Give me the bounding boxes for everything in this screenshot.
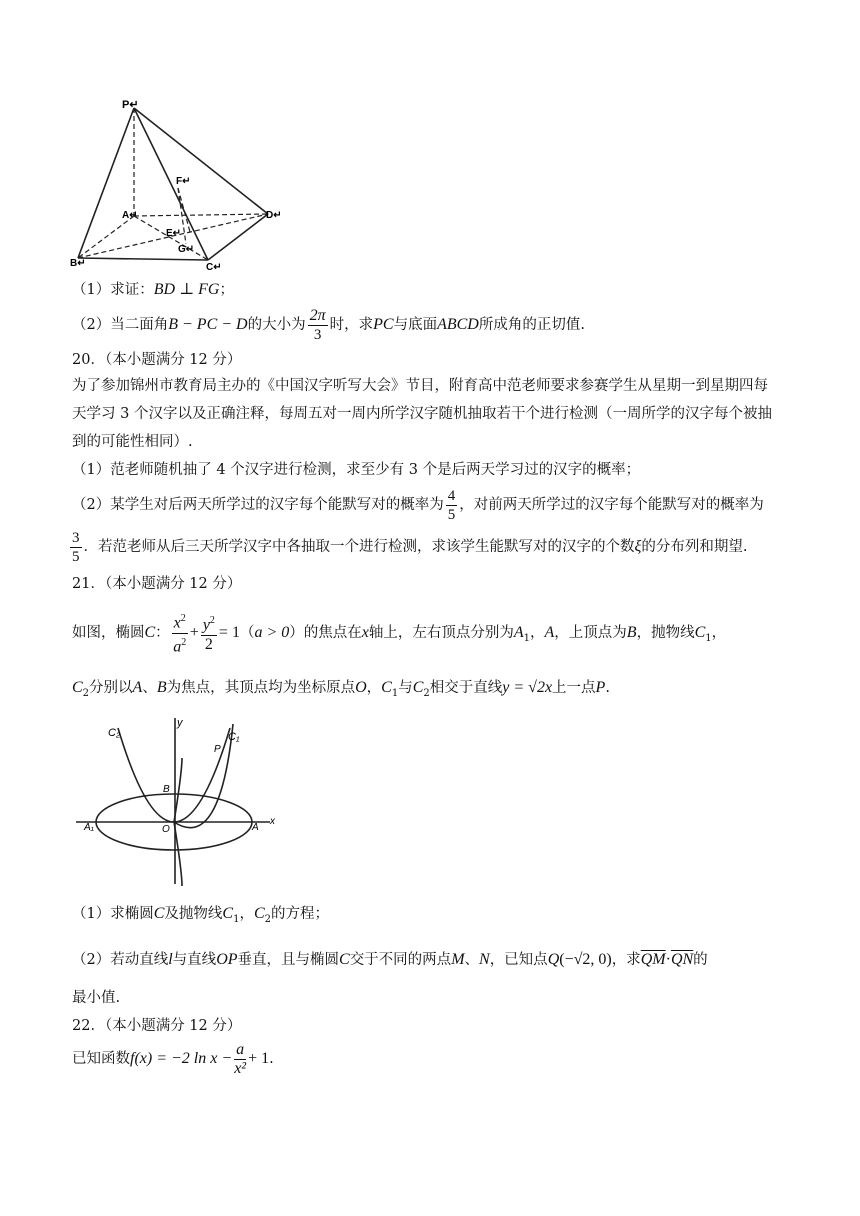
q20-line3: 到的可能性相同）.: [72, 434, 193, 450]
q22-line1: 已知函数f(x) = −2 ln x − $\frac{a}{\text{x²}}$ + 1.: [72, 1040, 274, 1077]
label-C2: C₂: [108, 727, 121, 739]
q20-part2-cont: $\frac{3}{5}$ ．若范老师从后三天所学汉字中各抽取一个进行检测，求该学生能默写对的汉字的个数ξ的分布列和期望.: [72, 529, 748, 565]
q21-line1: 如图，椭圆C： $\frac{x^2}{a^2}$ + $\frac{y^2}{2}$ = 1（a > 0）的焦点在x轴上，左右顶点分别为$A_1$，A，上顶点为B，抛物线$C_1$，: [72, 610, 726, 656]
label-y: y: [177, 717, 183, 729]
label-G: G↵: [178, 244, 195, 255]
label-D: D↵: [266, 210, 282, 221]
label-A1: A₁: [84, 822, 94, 833]
label-E: E↵: [166, 228, 182, 239]
q22-heading: 22．（本小题满分 12 分）: [72, 1018, 242, 1034]
ellipse-parabola-figure: [70, 712, 280, 886]
label-x: x: [270, 816, 275, 827]
q21-part2-cont: 最小值.: [72, 990, 121, 1006]
label-P: P: [214, 744, 221, 755]
label-C1: C₁: [228, 731, 240, 743]
q20-line1: 为了参加锦州市教育局主办的《中国汉字听写大会》节目，附育高中范老师要求参赛学生从星期一到星期四每: [72, 378, 768, 394]
label-P: P↵: [122, 99, 139, 111]
label-A: A: [252, 822, 259, 833]
label-F: F↵: [176, 176, 191, 187]
q19-part2: （2）当二面角B − PC − D的大小为 $\frac{2\pi}{3}$ 时，求PC与底面ABCD所成角的正切值.: [72, 306, 585, 343]
q21-heading: 21．（本小题满分 12 分）: [72, 576, 242, 592]
q21-part2: （2）若动直线l与直线OP垂直，且与椭圆C交于不同的两点M、N，已知点Q(−√2, 0)，求$\overline{QM}\cdot\overline{QN}$的: [72, 951, 708, 968]
q20-heading: 20．（本小题满分 12 分）: [72, 352, 242, 368]
q20-line2: 天学习 3 个汉字以及正确注释，每周五对一周内所学汉字随机抽取若干个进行检测（一周所学的汉字每个被抽: [72, 406, 772, 422]
label-B: B↵: [70, 258, 86, 269]
q20-part2: （2）某学生对后两天所学过的汉字每个能默写对的概率为 $\frac{4}{5}$ ，对前两天所学过的汉字每个能默写对的概率为: [72, 487, 764, 523]
label-B: B: [163, 784, 170, 795]
label-O: O: [162, 824, 170, 835]
q20-part1: （1）范老师随机抽了 4 个汉字进行检测，求至少有 3 个是后两天学习过的汉字的概率；: [72, 462, 641, 478]
label-A: A↵: [122, 210, 138, 221]
q19-part1: （1）求证：BD ⊥ FG；: [72, 281, 234, 298]
pyramid-figure: [68, 96, 308, 272]
q21-line2: $C_2$分别以A、B为焦点，其顶点均为坐标原点O，$C_1$与$C_2$相交于直线y = √2x上一点P.: [72, 679, 610, 699]
label-C: C↵: [206, 262, 222, 272]
q21-part1: （1）求椭圆C及抛物线$C_1$，$C_2$的方程；: [72, 905, 329, 925]
